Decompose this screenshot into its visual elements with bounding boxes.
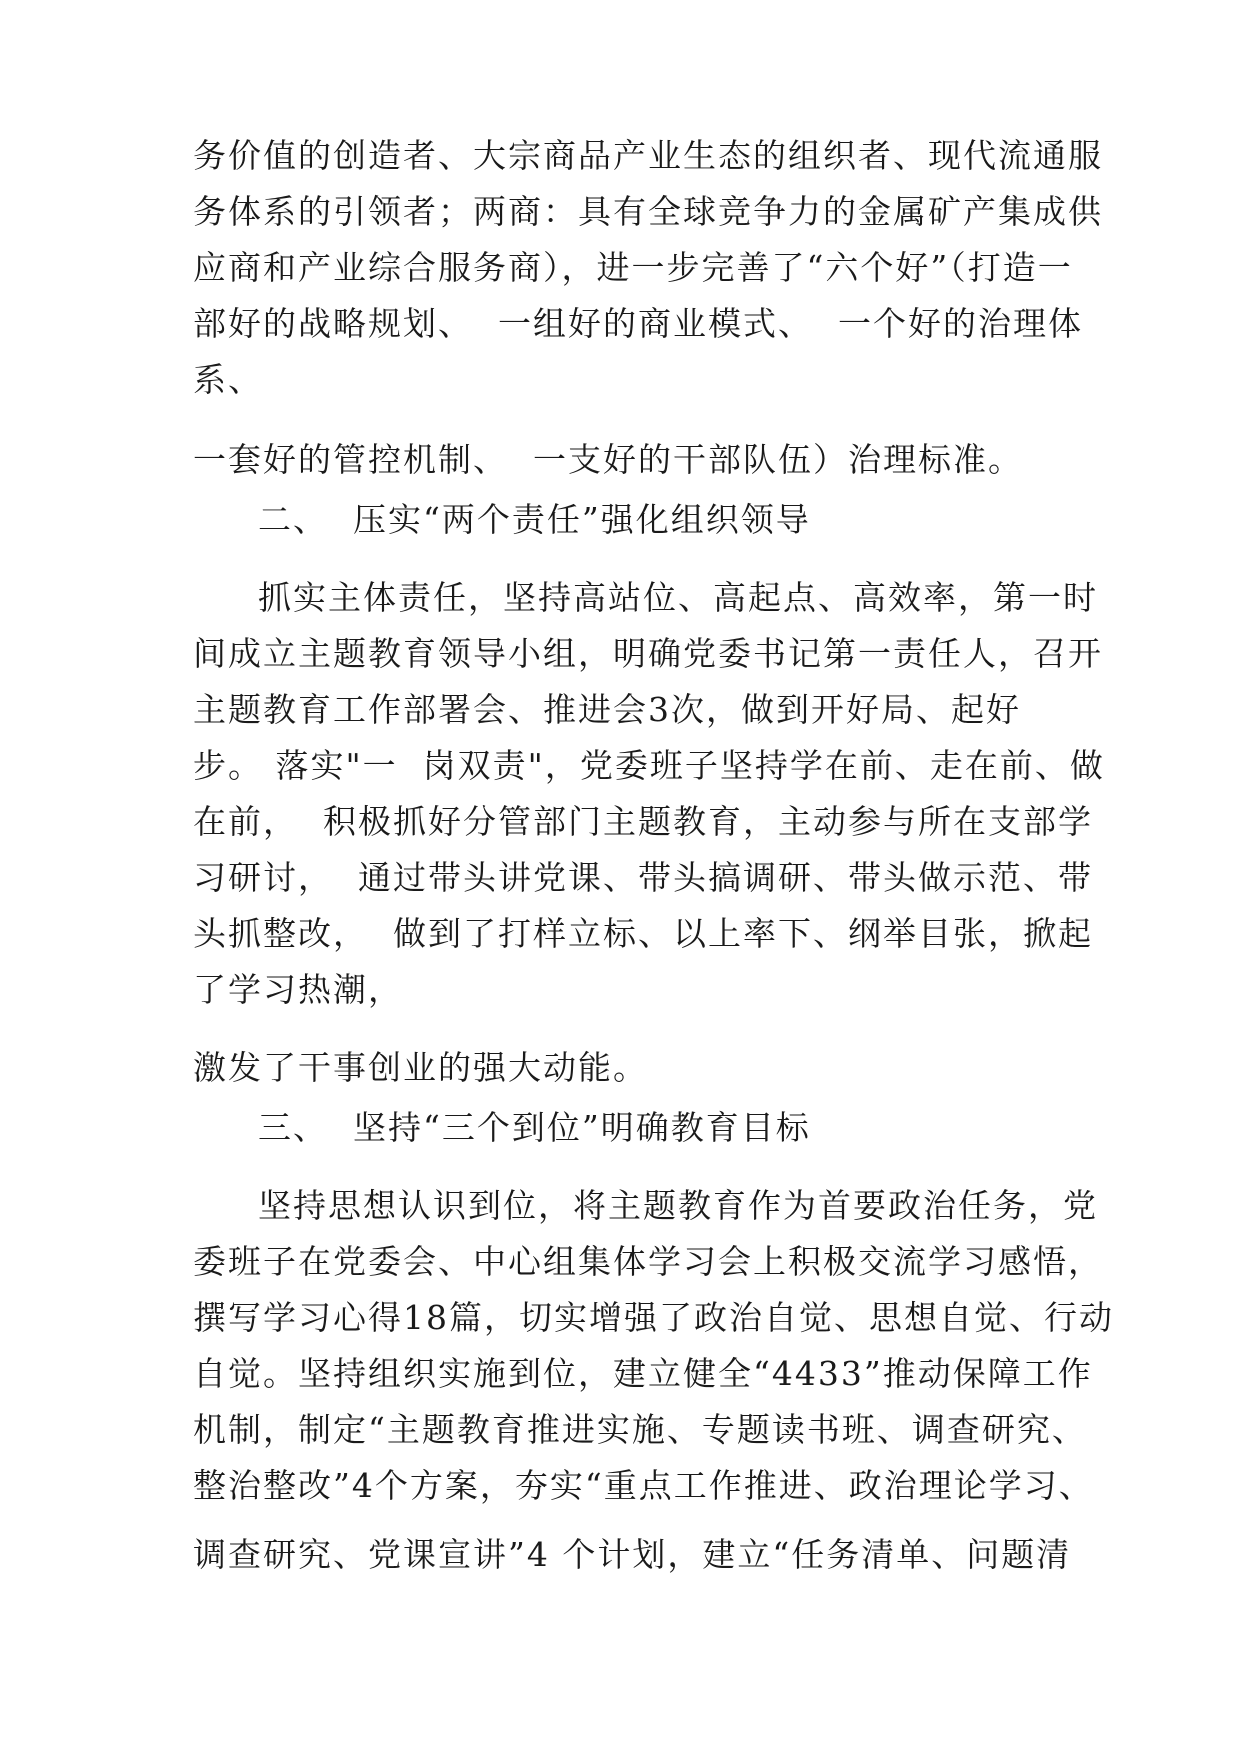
body-text-line: 系、	[193, 360, 263, 399]
body-text-line: 调查研究、党课宣讲”4 个计划，建立“任务清单、问题清	[193, 1535, 1072, 1574]
paragraph-first-line: 抓实主体责任，坚持高站位、高起点、高效率，第一时	[258, 578, 1098, 617]
body-text-line: 自觉。坚持组织实施到位，建立健全“4433”推动保障工作	[193, 1354, 1093, 1393]
body-text-line: 委班子在党委会、中心组集体学习会上积极交流学习感悟，	[193, 1242, 1103, 1281]
body-text-line: 务价值的创造者、大宗商品产业生态的组织者、现代流通服	[193, 136, 1103, 175]
body-text-line: 习研讨， 通过带头讲党课、带头搞调研、带头做示范、带	[193, 858, 1093, 897]
body-text-line: 在前， 积极抓好分管部门主题教育，主动参与所在支部学	[193, 802, 1093, 841]
body-text-line: 了学习热潮，	[193, 970, 403, 1009]
body-text-line: 间成立主题教育领导小组，明确党委书记第一责任人，召开	[193, 634, 1103, 673]
body-text-line: 步。 落实"一 岗双责"，党委班子坚持学在前、走在前、做	[193, 746, 1105, 785]
body-text-line: 撰写学习心得18篇，切实增强了政治自觉、思想自觉、行动	[193, 1298, 1114, 1337]
body-text-line: 机制，制定“主题教育推进实施、专题读书班、调查研究、	[193, 1410, 1087, 1449]
body-text-line: 应商和产业综合服务商），进一步完善了“六个好”（打造一	[193, 248, 1073, 287]
section-heading-three: 三、 坚持“三个到位”明确教育目标	[258, 1108, 811, 1147]
body-text-line: 一套好的管控机制、 一支好的干部队伍）治理标准。	[193, 440, 1023, 479]
body-text-line: 头抓整改， 做到了打样立标、以上率下、纲举目张，掀起	[193, 914, 1093, 953]
body-text-line: 部好的战略规划、 一组好的商业模式、 一个好的治理体	[193, 304, 1083, 343]
paragraph-first-line: 坚持思想认识到位，将主题教育作为首要政治任务，党	[258, 1186, 1098, 1225]
section-heading-two: 二、 压实“两个责任”强化组织领导	[258, 500, 811, 539]
body-text-line: 主题教育工作部署会、推进会3次，做到开好局、起好	[193, 690, 1021, 729]
body-text-line: 激发了干事创业的强大动能。	[193, 1048, 648, 1087]
body-text-line: 务体系的引领者；两商：具有全球竞争力的金属矿产集成供	[193, 192, 1103, 231]
body-text-line: 整治整改”4个方案，夯实“重点工作推进、政治理论学习、	[193, 1466, 1094, 1505]
